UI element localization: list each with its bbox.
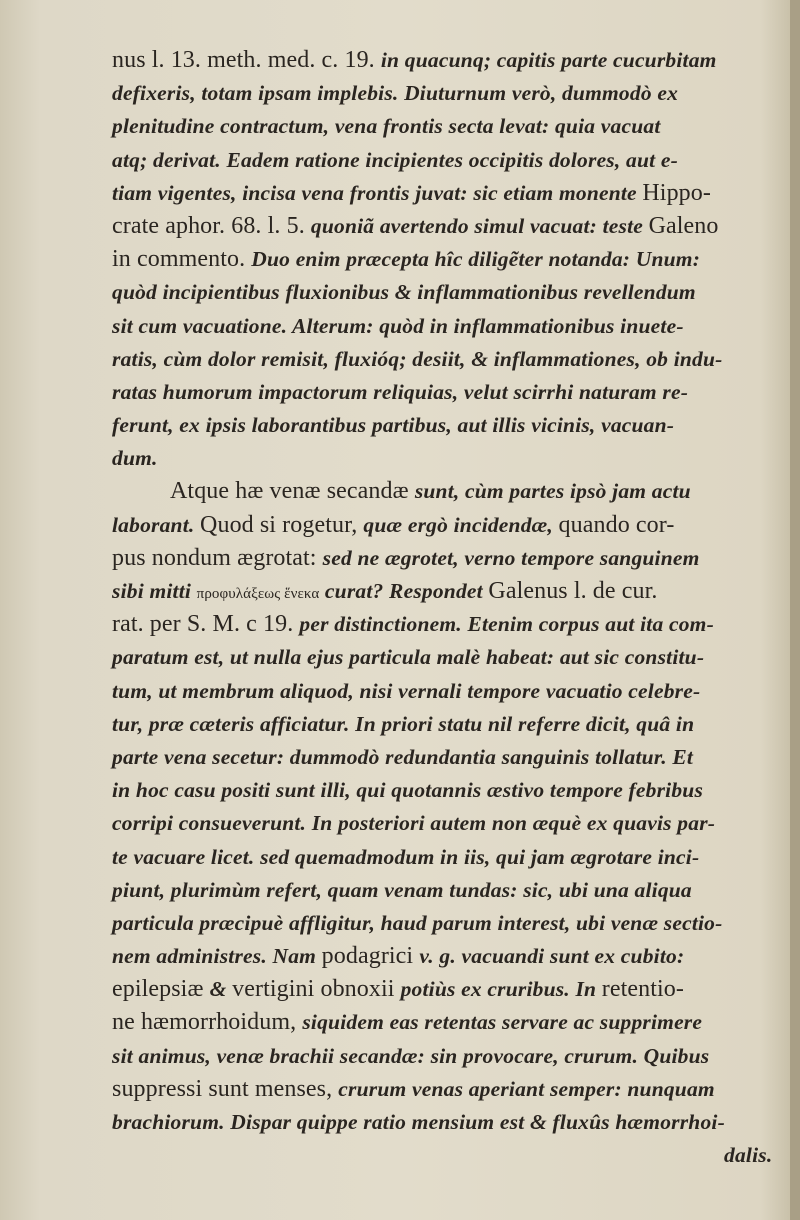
italic-text-segment: potiùs ex cruribus. In bbox=[400, 977, 602, 1002]
italic-text-segment: paratum est, ut nulla ejus particula malè habeat: aut sic constitu- bbox=[112, 645, 705, 670]
italic-text-segment: sunt, cùm partes ipsò jam actu bbox=[414, 479, 691, 504]
italic-text-segment: siquidem eas retentas servare ac supprimere bbox=[302, 1010, 703, 1035]
text-line bbox=[112, 210, 800, 243]
text-line bbox=[112, 1073, 800, 1106]
italic-text-segment: & bbox=[209, 977, 233, 1002]
text-line bbox=[112, 77, 800, 110]
italic-text-segment: particula præcipuè affligitur, haud parum interest, ubi venæ sectio- bbox=[112, 910, 723, 935]
roman-text-segment: suppressi sunt menses, bbox=[112, 1075, 339, 1102]
roman-text-segment: rat. per S. M. c 19. bbox=[112, 611, 300, 638]
italic-text-segment: quæ ergò incidendæ, bbox=[363, 512, 559, 537]
italic-text-segment: tum, ut membrum aliquod, nisi vernali tempore vacuatio celebre- bbox=[112, 678, 701, 703]
roman-text-segment: Galeno bbox=[648, 212, 719, 239]
greek-text-segment: προφυλάξεως ἕνεκα bbox=[196, 586, 320, 602]
text-line bbox=[112, 641, 800, 674]
italic-text-segment: defixeris, totam ipsam implebis. Diuturnum verò, dummodò ex bbox=[112, 81, 679, 106]
text-line bbox=[112, 177, 800, 210]
roman-text-segment: ne hæmorrhoidum, bbox=[112, 1009, 303, 1036]
italic-text-segment: in hoc casu positi sunt illi, qui quotannis æstivo tempore febribus bbox=[112, 778, 704, 803]
italic-text-segment: ratis, cùm dolor remisit, fluxióq; desiit, & inflammationes, ob indu- bbox=[112, 346, 723, 371]
text-line bbox=[112, 874, 800, 907]
italic-text-segment: sit cum vacuatione. Alterum: quòd in inflammationibus inuete- bbox=[112, 313, 684, 338]
roman-text-segment: epilepsiæ bbox=[112, 976, 210, 1003]
italic-text-segment: in quacunq; capitis parte cucurbitam bbox=[380, 48, 717, 72]
italic-text-segment: sed ne ægrotet, verno tempore sanguinem bbox=[322, 545, 700, 570]
text-line bbox=[112, 1106, 800, 1139]
text-line bbox=[112, 940, 800, 973]
text-line bbox=[112, 110, 800, 143]
italic-text-segment: per distinctionem. Etenim corpus aut ita com- bbox=[299, 612, 714, 637]
latin-text-body bbox=[112, 44, 800, 1172]
text-line bbox=[112, 907, 800, 940]
italic-text-segment: tur, præ cæteris afficiatur. In priori statu nil referre dicit, quâ in bbox=[112, 711, 695, 736]
italic-text-segment: ratas humorum impactorum reliquias, velut scirrhi naturam re- bbox=[112, 379, 689, 404]
text-line bbox=[112, 1006, 800, 1039]
roman-text-segment: Atque hæ venæ secandæ bbox=[170, 478, 415, 505]
text-line bbox=[112, 509, 800, 542]
roman-text-segment: in commento. bbox=[112, 246, 252, 273]
italic-text-segment: atq; derivat. Eadem ratione incipientes occipitis dolores, aut e- bbox=[112, 147, 678, 172]
text-line bbox=[112, 243, 800, 276]
italic-text-segment: dalis. bbox=[724, 1143, 773, 1168]
italic-text-segment: dum. bbox=[112, 446, 158, 471]
text-line bbox=[112, 1040, 800, 1073]
text-line bbox=[112, 1139, 800, 1172]
page-gutter-edge bbox=[790, 0, 800, 1220]
italic-text-segment: brachiorum. Dispar quippe ratio mensium est & fluxûs hæmorrhoi- bbox=[112, 1110, 725, 1134]
text-line bbox=[112, 144, 800, 177]
text-line bbox=[112, 741, 800, 774]
italic-text-segment: sit animus, venæ brachii secandæ: sin provocare, crurum. Quibus bbox=[112, 1043, 710, 1068]
text-line bbox=[112, 475, 800, 508]
text-line bbox=[112, 841, 800, 874]
text-line bbox=[112, 807, 800, 840]
italic-text-segment: ferunt, ex ipsis laborantibus partibus, aut illis vicinis, vacuan- bbox=[112, 413, 675, 438]
roman-text-segment: nus l. 13. meth. med. c. 19. bbox=[112, 47, 381, 73]
text-line bbox=[112, 376, 800, 409]
italic-text-segment: nem administres. Nam bbox=[112, 944, 322, 969]
italic-text-segment: v. g. vacuandi sunt ex cubito: bbox=[419, 944, 685, 969]
italic-text-segment: tiam vigentes, incisa vena frontis juvat: sic etiam monente bbox=[112, 180, 643, 205]
italic-text-segment: quoniã avertendo simul vacuat: teste bbox=[310, 213, 649, 238]
italic-text-segment: crurum venas aperiant semper: nunquam bbox=[338, 1076, 715, 1101]
italic-text-segment: laborant. bbox=[112, 512, 201, 537]
text-line bbox=[112, 774, 800, 807]
text-line bbox=[112, 575, 800, 608]
roman-text-segment: vertigini obnoxii bbox=[232, 976, 401, 1003]
italic-text-segment: curat? Respondet bbox=[319, 579, 489, 603]
text-line bbox=[112, 409, 800, 442]
roman-text-segment: Quod si rogetur, bbox=[200, 511, 364, 538]
text-line bbox=[112, 343, 800, 376]
roman-text-segment: pus nondum ægrotat: bbox=[112, 544, 323, 571]
italic-text-segment: piunt, plurimùm refert, quam venam tundas: sic, ubi una aliqua bbox=[112, 877, 692, 902]
text-line bbox=[112, 442, 800, 475]
italic-text-segment: quòd incipientibus fluxionibus & inflammationibus revellendum bbox=[112, 280, 696, 305]
text-line bbox=[112, 542, 800, 575]
text-line bbox=[112, 708, 800, 741]
italic-text-segment: te vacuare licet. sed quemadmodum in iis, qui jam ægrotare inci- bbox=[112, 844, 700, 869]
roman-text-segment: quando cor- bbox=[558, 511, 675, 538]
italic-text-segment: Duo enim præcepta hîc diligẽter notanda: Unum: bbox=[251, 247, 701, 272]
text-line bbox=[112, 973, 800, 1006]
roman-text-segment: podagrici bbox=[321, 943, 420, 970]
italic-text-segment: parte vena secetur: dummodò redundantia sanguinis tollatur. Et bbox=[112, 744, 694, 769]
text-line bbox=[112, 276, 800, 309]
italic-text-segment: corripi consueverunt. In posteriori autem non æquè ex quavis par- bbox=[112, 811, 716, 836]
text-line bbox=[112, 608, 800, 641]
text-line bbox=[112, 310, 800, 343]
roman-text-segment: Galenus l. de cur. bbox=[488, 578, 658, 604]
roman-text-segment: crate aphor. 68. l. 5. bbox=[112, 212, 311, 239]
italic-text-segment: plenitudine contractum, vena frontis secta levat: quia vacuat bbox=[112, 114, 661, 139]
roman-text-segment: Hippo- bbox=[642, 179, 711, 206]
text-line bbox=[112, 44, 800, 77]
roman-text-segment: retentio- bbox=[601, 976, 684, 1003]
text-line bbox=[112, 675, 800, 708]
italic-text-segment: sibi mitti bbox=[112, 579, 197, 603]
